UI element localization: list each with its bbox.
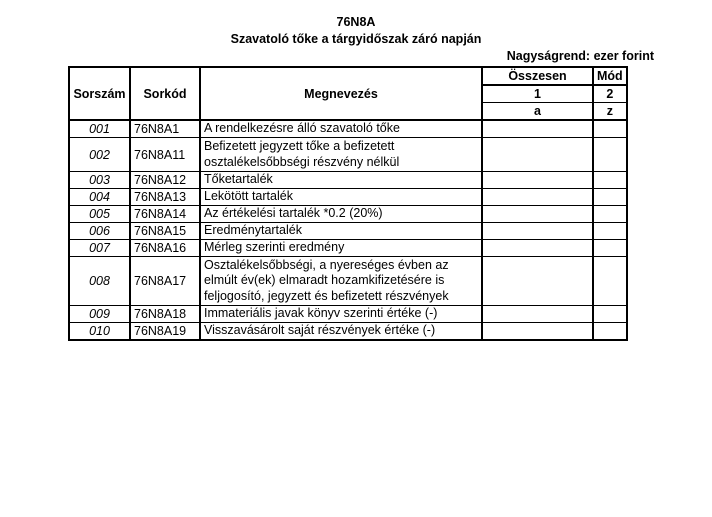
row-code: 76N8A12 — [130, 172, 200, 189]
table-row — [69, 240, 627, 257]
col-header-sorkod: Sorkód — [130, 67, 200, 120]
row-number: 004 — [69, 189, 130, 206]
table-row — [69, 206, 627, 223]
osszesen-cell[interactable] — [482, 172, 593, 189]
row-code: 76N8A18 — [130, 306, 200, 323]
col-number-mod: 2 — [593, 85, 627, 103]
mod-cell[interactable] — [593, 172, 627, 189]
row-name: Visszavásárolt saját részvények értéke (-) — [200, 323, 482, 341]
mod-cell[interactable] — [593, 306, 627, 323]
row-code: 76N8A16 — [130, 240, 200, 257]
row-code: 76N8A15 — [130, 223, 200, 240]
mod-cell[interactable] — [593, 120, 627, 138]
row-name: Lekötött tartalék — [200, 189, 482, 206]
row-name: Az értékelési tartalék *0.2 (20%) — [200, 206, 482, 223]
row-number: 010 — [69, 323, 130, 341]
col-letter-osszesen: a — [482, 103, 593, 121]
osszesen-cell[interactable] — [482, 206, 593, 223]
table-row — [69, 172, 627, 189]
table-row — [69, 306, 627, 323]
osszesen-cell[interactable] — [482, 323, 593, 341]
osszesen-cell[interactable] — [482, 138, 593, 172]
table-row — [69, 189, 627, 206]
mod-cell[interactable] — [593, 323, 627, 341]
col-letter-mod: z — [593, 103, 627, 121]
osszesen-cell[interactable] — [482, 189, 593, 206]
row-number: 007 — [69, 240, 130, 257]
mod-cell[interactable] — [593, 138, 627, 172]
osszesen-cell[interactable] — [482, 306, 593, 323]
table-row — [69, 120, 627, 138]
col-header-osszesen: Összesen — [482, 67, 593, 85]
row-name: Osztalékelsőbbségi, a nyereséges évben az elmúlt év(ek) elmaradt hozamkifizetésére is feljogosító, jegyzett és befizetett részvények — [200, 257, 482, 306]
mod-cell[interactable] — [593, 257, 627, 306]
col-header-megnevezes: Megnevezés — [200, 67, 482, 120]
col-number-osszesen: 1 — [482, 85, 593, 103]
form-title: Szavatoló tőke a tárgyidőszak záró napján — [230, 32, 482, 46]
mod-cell[interactable] — [593, 223, 627, 240]
mod-cell[interactable] — [593, 240, 627, 257]
osszesen-cell[interactable] — [482, 120, 593, 138]
osszesen-cell[interactable] — [482, 223, 593, 240]
row-number: 002 — [69, 138, 130, 172]
mod-cell[interactable] — [593, 189, 627, 206]
row-name: Tőketartalék — [200, 172, 482, 189]
table-row — [69, 223, 627, 240]
row-number: 005 — [69, 206, 130, 223]
row-number: 001 — [69, 120, 130, 138]
row-name: Immateriális javak könyv szerinti értéke (-) — [200, 306, 482, 323]
data-table — [68, 66, 628, 341]
row-name: A rendelkezésre álló szavatoló tőke — [200, 120, 482, 138]
row-name: Eredménytartalék — [200, 223, 482, 240]
form-code: 76N8A — [336, 15, 376, 29]
col-header-mod: Mód — [593, 67, 627, 85]
row-number: 009 — [69, 306, 130, 323]
mod-cell[interactable] — [593, 206, 627, 223]
osszesen-cell[interactable] — [482, 240, 593, 257]
col-header-sorszam: Sorszám — [69, 67, 130, 120]
row-number: 006 — [69, 223, 130, 240]
row-code: 76N8A17 — [130, 257, 200, 306]
table-row — [69, 257, 627, 306]
table-row — [69, 138, 627, 172]
row-code: 76N8A1 — [130, 120, 200, 138]
row-code: 76N8A14 — [130, 206, 200, 223]
row-code: 76N8A19 — [130, 323, 200, 341]
row-number: 008 — [69, 257, 130, 306]
row-name: Befizetett jegyzett tőke a befizetett osztalékelsőbbségi részvény nélkül — [200, 138, 482, 172]
table-row — [69, 323, 627, 341]
osszesen-cell[interactable] — [482, 257, 593, 306]
row-code: 76N8A13 — [130, 189, 200, 206]
row-number: 003 — [69, 172, 130, 189]
row-name: Mérleg szerinti eredmény — [200, 240, 482, 257]
row-code: 76N8A11 — [130, 138, 200, 172]
unit-label: Nagyságrend: ezer forint — [506, 49, 654, 63]
